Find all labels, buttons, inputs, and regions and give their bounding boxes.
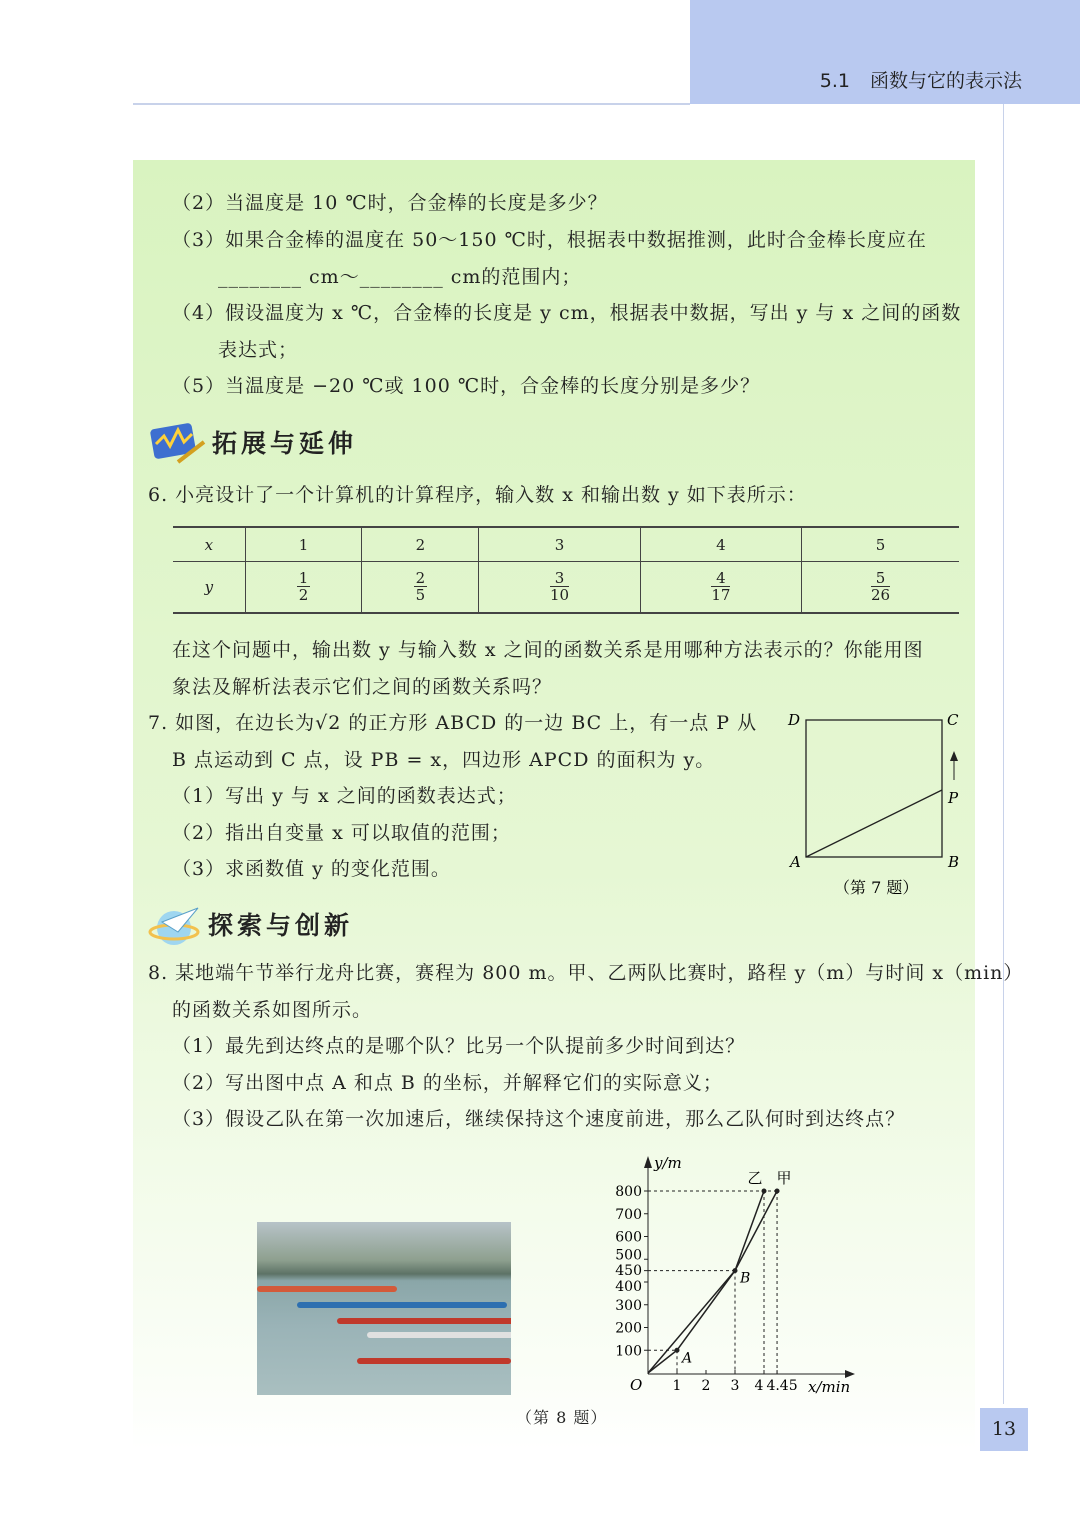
- denominator: 5: [415, 586, 426, 604]
- point-label-A: A: [682, 1350, 693, 1367]
- q8-part2: （2）写出图中点 A 和点 B 的坐标，并解释它们的实际意义；: [172, 1072, 723, 1094]
- table-cell: [479, 562, 640, 614]
- q5-part2: （2）当温度是 10 ℃时，合金棒的长度是多少？: [172, 192, 608, 214]
- y-tick-label: 100: [615, 1343, 642, 1360]
- denominator: 17: [711, 586, 731, 604]
- q5-part3-cont: ________ cm～________ cm的范围内；: [218, 266, 582, 288]
- q6-stem: 6. 小亮设计了一个计算机的计算程序，输入数 x 和输出数 y 如下表所示：: [148, 484, 807, 506]
- numerator: 3: [550, 570, 569, 587]
- label-b: B: [948, 853, 960, 871]
- lightning-pen-icon: [148, 420, 206, 466]
- y-tick-label: 800: [615, 1184, 642, 1200]
- label-d: D: [788, 711, 801, 729]
- q8-chart: [600, 1150, 870, 1400]
- q6-follow-1: 在这个问题中，输出数 y 与输入数 x 之间的函数关系是用哪种方法表示的？你能用图: [172, 639, 924, 661]
- q8-part1: （1）最先到达终点的是哪个队？比另一个队提前多少时间到达？: [172, 1035, 746, 1057]
- x-tick-label: 3: [730, 1378, 740, 1394]
- q7-figure: [780, 705, 970, 905]
- x-tick-label: 4: [754, 1378, 764, 1394]
- y-tick-label: 300: [615, 1297, 642, 1314]
- numerator: 5: [871, 570, 890, 587]
- segment-ap: [806, 790, 942, 857]
- x-axis-label: x/min: [808, 1378, 851, 1396]
- table-cell: [362, 562, 479, 614]
- q5-part3: （3）如果合金棒的温度在 50～150 ℃时，根据表中数据推测，此时合金棒长度应在: [172, 229, 927, 251]
- numerator: 2: [415, 569, 426, 587]
- label-p: P: [948, 789, 959, 807]
- q6-table: [173, 526, 959, 614]
- dragon-boat-photo: [257, 1222, 511, 1395]
- x-tick-label: 1: [672, 1378, 682, 1394]
- y-tick-label: 500: [615, 1247, 642, 1264]
- table-cell: 2: [362, 527, 479, 562]
- y-tick-label: 700: [615, 1206, 642, 1223]
- x-tick-label: 4.45: [766, 1378, 798, 1394]
- section-number: 5.1: [819, 70, 850, 92]
- table-cell: 4: [640, 527, 801, 562]
- section-title-explore: 探索与创新: [208, 911, 354, 940]
- denominator: 10: [549, 586, 570, 604]
- x-axis-arrow: [845, 1370, 855, 1378]
- origin-label: O: [630, 1376, 643, 1394]
- q7-part1: （1）写出 y 与 x 之间的函数表达式；: [172, 785, 517, 807]
- series-line-甲: [648, 1191, 777, 1373]
- margin-rule: [1003, 104, 1004, 1404]
- q7-stem-2: B 点运动到 C 点，设 PB = x，四边形 APCD 的面积为 y。: [172, 749, 716, 771]
- table-cell: [245, 562, 362, 614]
- q7-stem-1: 7. 如图，在边长为√2 的正方形 ABCD 的一边 BC 上，有一点 P 从: [148, 712, 758, 734]
- series-label: 乙: [747, 1169, 763, 1187]
- paper-plane-globe-icon: [148, 902, 206, 948]
- table-row-x: [173, 527, 959, 562]
- x-tick-label: 2: [701, 1378, 711, 1394]
- y-tick-label: 450: [615, 1263, 642, 1280]
- y-axis-arrow: [644, 1156, 652, 1168]
- page-number: 13: [980, 1408, 1028, 1451]
- table-cell: 1: [245, 527, 362, 562]
- q7-part3: （3）求函数值 y 的变化范围。: [172, 858, 451, 880]
- q6-follow-2: 象法及解析法表示它们之间的函数关系吗？: [172, 676, 553, 698]
- table-cell: 3: [479, 527, 640, 562]
- numerator: 1: [298, 569, 309, 587]
- q7-caption: （第 7 题）: [834, 878, 919, 897]
- q5-part4-cont: 表达式；: [218, 339, 299, 361]
- point-label-B: B: [740, 1270, 751, 1287]
- table-cell: [640, 562, 801, 614]
- q5-part5: （5）当温度是 −20 ℃或 100 ℃时，合金棒的长度分别是多少？: [172, 375, 761, 397]
- q8-part3: （3）假设乙队在第一次加速后，继续保持这个速度前进，那么乙队何时到达终点？: [172, 1108, 906, 1130]
- denominator: 2: [298, 586, 309, 604]
- label-a: A: [790, 853, 801, 871]
- q5-part4: （4）假设温度为 x ℃，合金棒的长度是 y cm，根据表中数据，写出 y 与 x 之间的函数: [172, 302, 962, 324]
- y-tick-label: 400: [615, 1279, 642, 1295]
- table-cell: [802, 562, 959, 614]
- table-cell: 5: [802, 527, 959, 562]
- row-header: x: [173, 527, 245, 562]
- header-rule: [133, 103, 690, 105]
- q8-stem-2: 的函数关系如图所示。: [172, 999, 373, 1021]
- arrow-head: [950, 751, 958, 761]
- y-axis-label: y/m: [654, 1154, 682, 1172]
- square-abcd: [806, 720, 942, 857]
- row-header: y: [173, 562, 245, 614]
- section-title: 函数与它的表示法: [869, 70, 1022, 92]
- y-tick-label: 200: [615, 1320, 642, 1337]
- q8-stem-1: 8. 某地端午节举行龙舟比赛，赛程为 800 m。甲、乙两队比赛时，路程 y（m）与时间 x（min）: [148, 962, 1024, 984]
- q7-part2: （2）指出自变量 x 可以取值的范围；: [172, 822, 511, 844]
- table-row-y: [173, 562, 959, 614]
- label-c: C: [947, 711, 959, 729]
- section-title-extend: 拓展与延伸: [212, 429, 358, 458]
- q8-caption: （第 8 题）: [516, 1408, 608, 1427]
- numerator: 4: [711, 570, 730, 587]
- running-header: [820, 66, 1022, 93]
- y-tick-label: 600: [615, 1229, 642, 1246]
- denominator: 26: [871, 586, 891, 604]
- series-label: 甲: [776, 1169, 792, 1187]
